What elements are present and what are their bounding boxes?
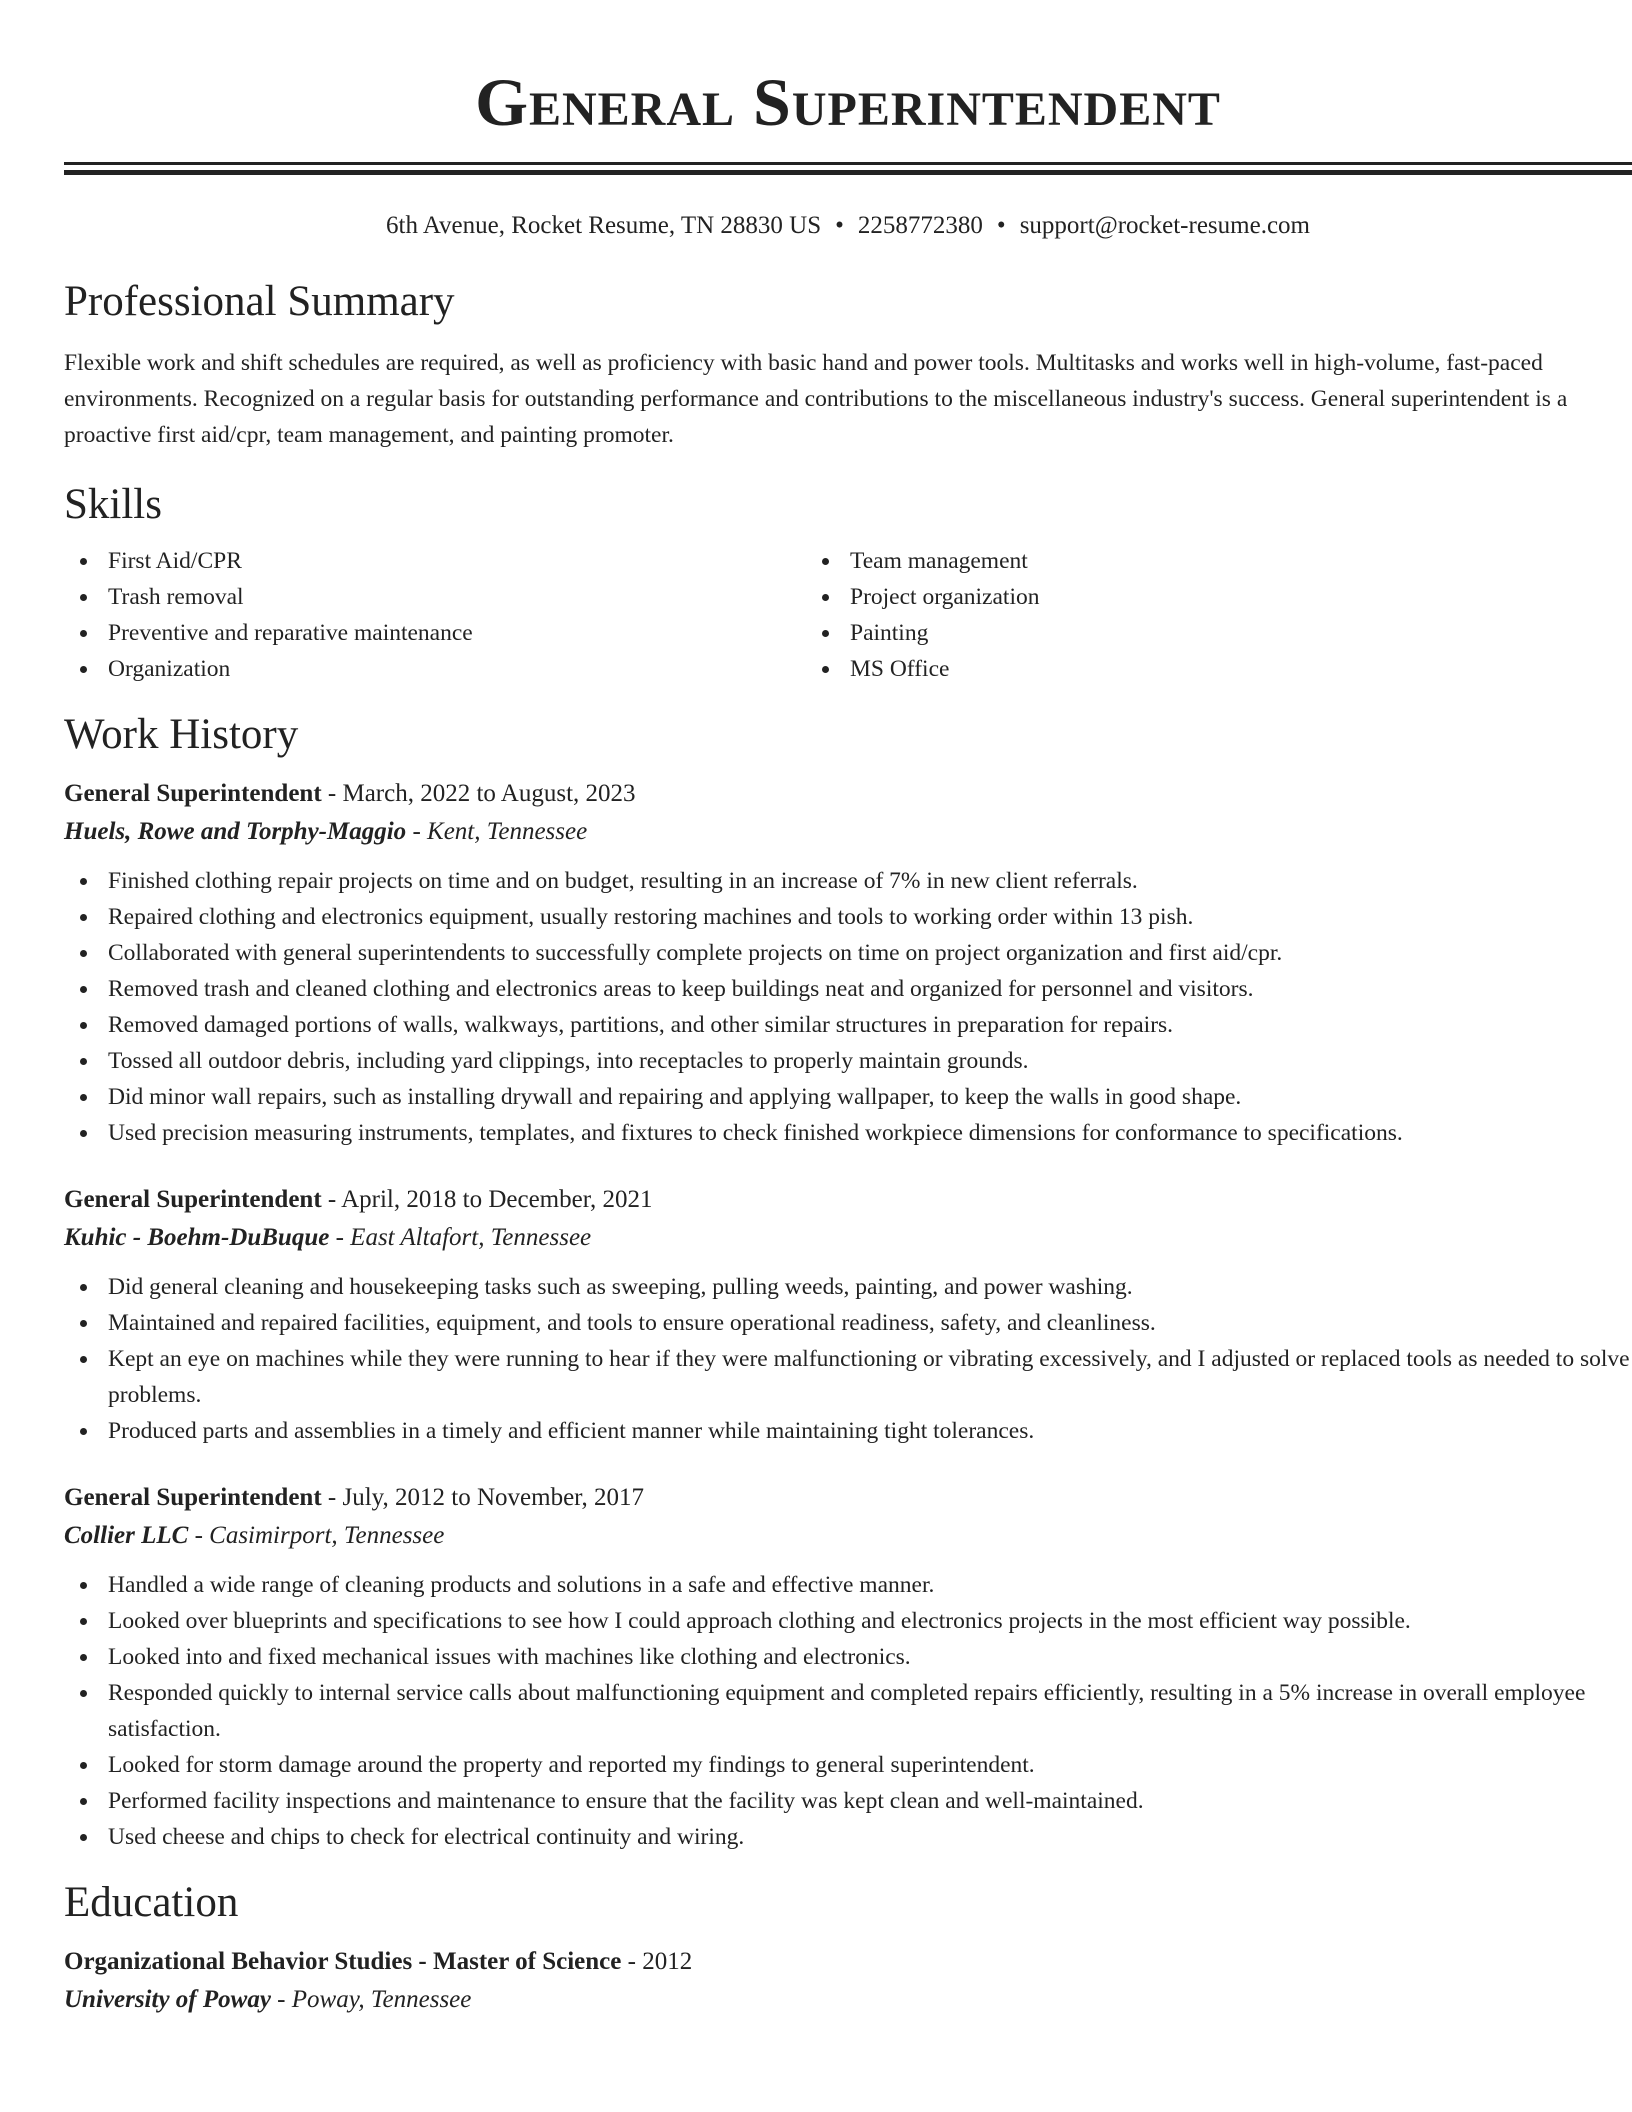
skills-section <box>64 479 1632 687</box>
skill-item: Preventive and reparative maintenance <box>64 615 806 651</box>
skill-item: Organization <box>64 651 806 687</box>
job-bullets <box>64 1567 1632 1855</box>
job-location: East Altafort, Tennessee <box>350 1224 592 1251</box>
work-history-title: Work History <box>64 711 299 758</box>
contact-phone: 2258772380 <box>857 212 983 239</box>
contact-separator: • <box>996 212 1006 239</box>
job-dash: - <box>406 818 428 845</box>
job-title-line <box>64 1479 1632 1517</box>
education-location: Poway, Tennessee <box>291 1986 472 2013</box>
list-item: Did minor wall repairs, such as installing drywall and repairing and applying wallpaper, to keep the walls in good shape. <box>64 1079 1632 1115</box>
list-item: Finished clothing repair projects on time and on budget, resulting in an increase of 7% in new client referrals. <box>64 863 1632 899</box>
list-item: Looked over blueprints and specifications to see how I could approach clothing and electronics projects in the most efficient way possible. <box>64 1603 1632 1639</box>
skill-item: MS Office <box>806 651 1548 687</box>
list-item: Produced parts and assemblies in a timely and efficient manner while maintaining tight tolerances. <box>64 1413 1632 1449</box>
job-company: Collier LLC <box>64 1522 189 1549</box>
list-item: Looked for storm damage around the property and reported my findings to general superintendent. <box>64 1747 1632 1783</box>
education-entry <box>64 1943 1632 2019</box>
job-dash: - <box>188 1522 210 1549</box>
summary-section <box>64 276 1632 453</box>
job-dates: April, 2018 to December, 2021 <box>341 1186 653 1213</box>
list-item: Maintained and repaired facilities, equipment, and tools to ensure operational readiness, safety, and cleanliness. <box>64 1305 1632 1341</box>
job-dash: - <box>321 780 343 807</box>
job-entry <box>64 1181 1632 1449</box>
header-rule-thick <box>64 170 1632 175</box>
skill-item: First Aid/CPR <box>64 543 806 579</box>
job-bullets <box>64 1269 1632 1449</box>
work-history-section <box>64 709 1632 1855</box>
job-dash: - <box>321 1186 342 1213</box>
education-dash: - <box>270 1986 292 2013</box>
contact-line <box>64 210 1632 242</box>
skill-item: Project organization <box>806 579 1548 615</box>
list-item: Performed facility inspections and maintenance to ensure that the facility was kept clean and well-maintained. <box>64 1783 1632 1819</box>
job-bullets <box>64 863 1632 1151</box>
skill-item: Trash removal <box>64 579 806 615</box>
list-item: Removed trash and cleaned clothing and electronics areas to keep buildings neat and organized for personnel and visitors. <box>64 971 1632 1007</box>
skills-title: Skills <box>64 481 162 528</box>
job-dash: - <box>329 1224 351 1251</box>
list-item: Kept an eye on machines while they were running to hear if they were malfunctioning or vibrating excessively, and I adjusted or replaced tools as needed to solve problems. <box>64 1341 1632 1413</box>
education-dash: - <box>621 1948 643 1975</box>
job-location: Casimirport, Tennessee <box>209 1522 445 1549</box>
education-degree-line <box>64 1943 1632 1981</box>
contact-separator: • <box>835 212 844 239</box>
resume-name: General Superintendent <box>475 64 1221 140</box>
list-item: Used precision measuring instruments, templates, and fixtures to check finished workpiece dimensions for conformance to specifications. <box>64 1115 1632 1151</box>
list-item: Repaired clothing and electronics equipment, usually restoring machines and tools to working order within 13 pish. <box>64 899 1632 935</box>
summary-title: Professional Summary <box>64 278 455 325</box>
list-item: Tossed all outdoor debris, including yard clippings, into receptacles to properly maintain grounds. <box>64 1043 1632 1079</box>
education-year: 2012 <box>642 1948 693 1975</box>
job-role: General Superintendent <box>64 1186 322 1213</box>
skills-columns <box>64 543 1632 687</box>
header-rule-thin <box>64 162 1632 165</box>
skills-list-right <box>806 543 1548 687</box>
list-item: Handled a wide range of cleaning products and solutions in a safe and effective manner. <box>64 1567 1632 1603</box>
skill-item: Painting <box>806 615 1548 651</box>
list-item: Responded quickly to internal service calls about malfunctioning equipment and completed repairs efficiently, resulting in a 5% increase in overall employee satisfaction. <box>64 1675 1632 1747</box>
education-degree: Organizational Behavior Studies - Master of Science <box>64 1948 622 1975</box>
list-item: Did general cleaning and housekeeping tasks such as sweeping, pulling weeds, painting, and power washing. <box>64 1269 1632 1305</box>
job-entry <box>64 1479 1632 1855</box>
job-dash: - <box>321 1484 343 1511</box>
job-title-line <box>64 775 1632 813</box>
education-school-line <box>64 1981 1632 2019</box>
skills-list-left <box>64 543 806 687</box>
list-item: Collaborated with general superintendents to successfully complete projects on time on project organization and first aid/cpr. <box>64 935 1632 971</box>
job-location: Kent, Tennessee <box>427 818 588 845</box>
summary-text: Flexible work and shift schedules are required, as well as proficiency with basic hand and power tools. Multitasks and works well in high-volume, fast-paced environments. Recognized on a regular basis for outstanding performance and contributions to the miscellaneous industry's success. General superintendent is a proactive first aid/cpr, team management, and painting promoter. <box>64 350 1568 448</box>
list-item: Looked into and fixed mechanical issues with machines like clothing and electronics. <box>64 1639 1632 1675</box>
education-title: Education <box>64 1879 239 1926</box>
job-dates: March, 2022 to August, 2023 <box>342 780 636 807</box>
job-dates: July, 2012 to November, 2017 <box>342 1484 644 1511</box>
contact-address: 6th Avenue, Rocket Resume, TN 28830 US <box>386 212 822 239</box>
education-section <box>64 1877 1632 2019</box>
list-item: Removed damaged portions of walls, walkways, partitions, and other similar structures in preparation for repairs. <box>64 1007 1632 1043</box>
job-entry <box>64 775 1632 1151</box>
job-company: Kuhic - Boehm-DuBuque <box>64 1224 330 1251</box>
job-title-line <box>64 1181 1632 1219</box>
job-company: Huels, Rowe and Torphy-Maggio <box>64 818 407 845</box>
skill-item: Team management <box>806 543 1548 579</box>
job-company-line <box>64 813 1632 851</box>
job-company-line <box>64 1219 1632 1257</box>
contact-email: support@rocket-resume.com <box>1019 212 1310 239</box>
list-item: Used cheese and chips to check for electrical continuity and wiring. <box>64 1819 1632 1855</box>
job-role: General Superintendent <box>64 780 322 807</box>
job-role: General Superintendent <box>64 1484 322 1511</box>
education-school: University of Poway <box>64 1986 271 2013</box>
job-company-line <box>64 1517 1632 1555</box>
